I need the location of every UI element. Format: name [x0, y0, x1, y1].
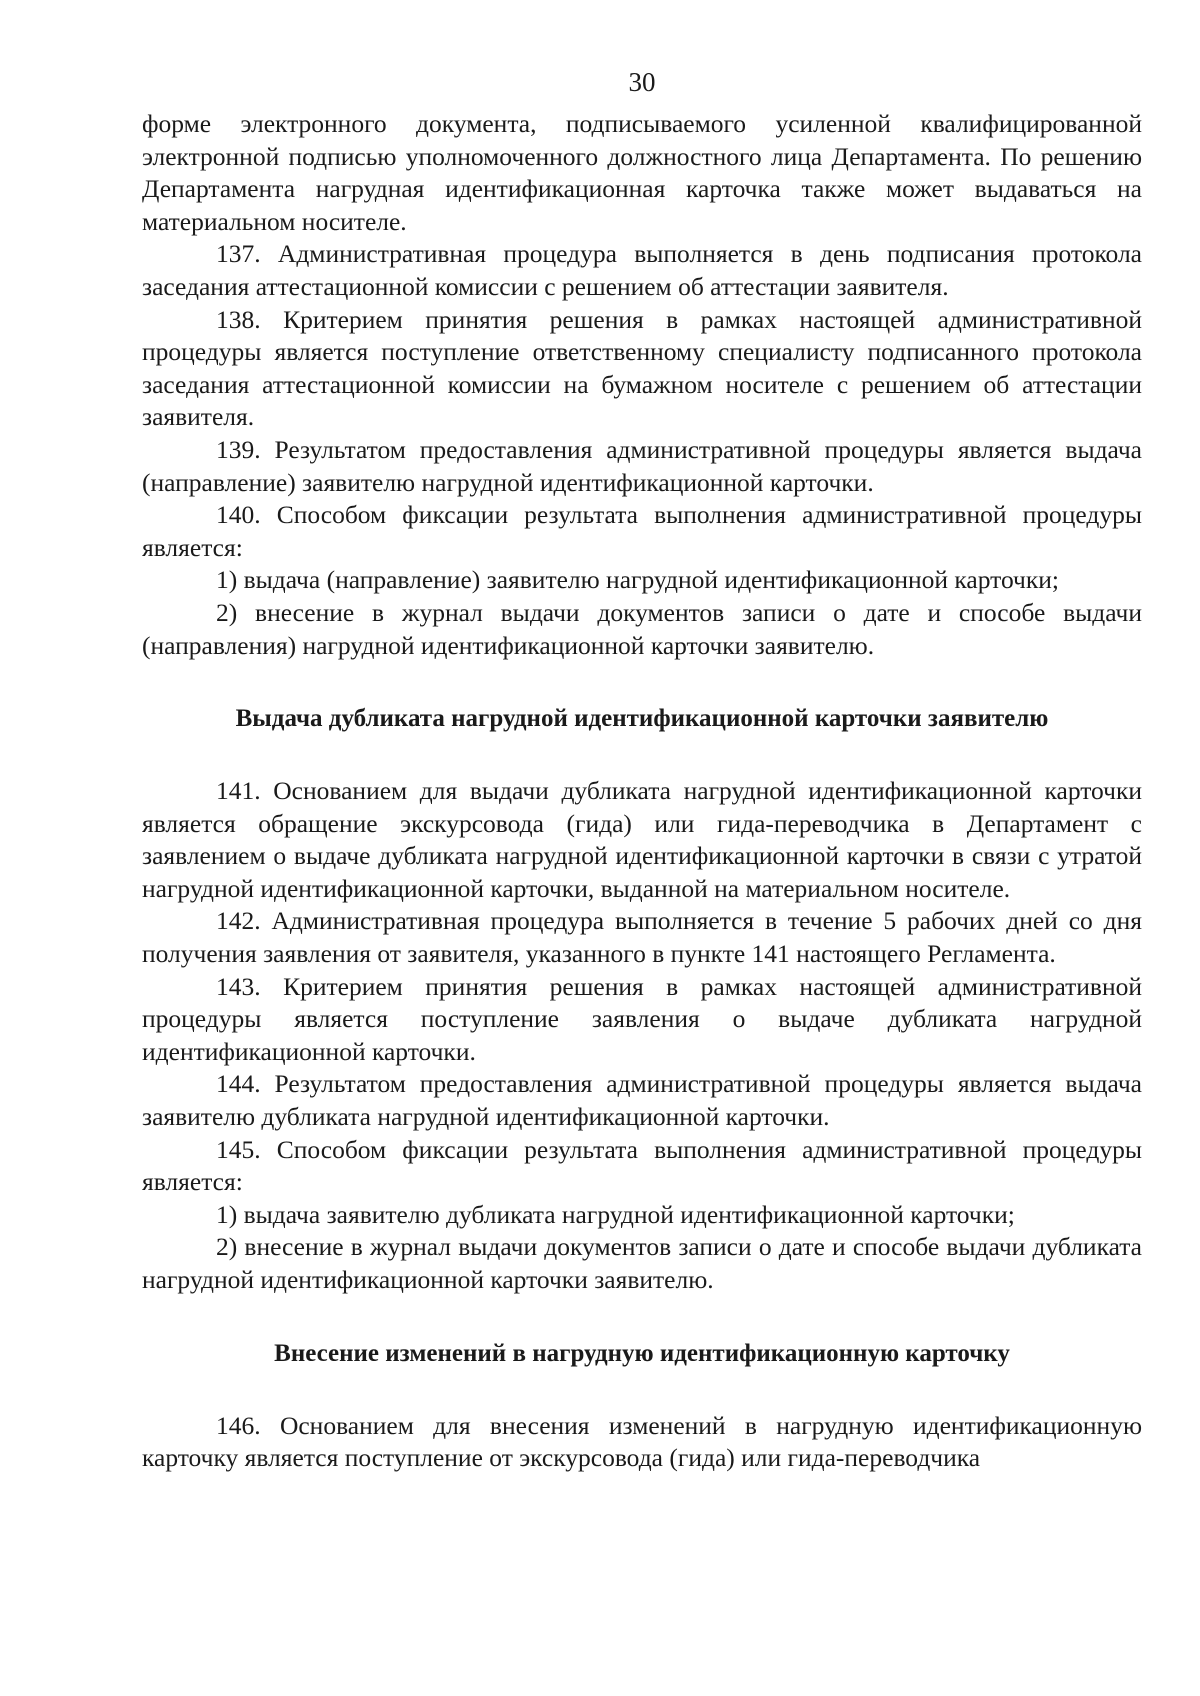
- paragraph-145-item-1: 1) выдача заявителю дубликата нагрудной идентификационной карточки;: [216, 1199, 1015, 1229]
- document-page: [142, 62, 1142, 1672]
- paragraph-145: 145. Способом фиксации результата выполнения административной процедуры является:: [142, 1134, 1142, 1197]
- paragraph-146: 146. Основанием для внесения изменений в нагрудную идентификационную карточку является поступление от экскурсовода (гида) или гида-переводчика: [142, 1410, 1142, 1473]
- paragraph-145-item-2: 2) внесение в журнал выдачи документов записи о дате и способе выдачи дубликата нагрудной идентификационной карточки заявителю.: [142, 1232, 1142, 1294]
- paragraph-140-item-1: 1) выдача (направление) заявителю нагрудной идентификационной карточки;: [216, 565, 1059, 595]
- paragraph-141: 141. Основанием для выдачи дубликата нагрудной идентификационной карточки является обращение экскурсовода (гида) или гида-переводчика в Департамент с заявлением о выдаче дубликата нагрудной идентификационной карточки в связи с утратой нагрудной идентификационной карточки, выданной на материальном носителе.: [142, 776, 1142, 903]
- section-heading-duplicate: Выдача дубликата нагрудной идентификационной карточки заявителю: [235, 705, 1049, 733]
- paragraph-143: 143. Критерием принятия решения в рамках настоящей административной процедуры является поступление заявления о выдаче дубликата нагрудной идентификационной карточки.: [142, 971, 1142, 1066]
- page-number: 30: [628, 67, 656, 97]
- paragraph-140: 140. Способом фиксации результата выполнения административной процедуры является:: [142, 500, 1142, 562]
- paragraph-144: 144. Результатом предоставления административной процедуры является выдача заявителю дубликата нагрудной идентификационной карточки.: [142, 1069, 1142, 1132]
- paragraph-140-item-2: 2) внесение в журнал выдачи документов записи о дате и способе выдачи (направления) нагрудной идентификационной карточки заявителю.: [142, 597, 1142, 660]
- paragraph-138: 138. Критерием принятия решения в рамках настоящей административной процедуры является поступление ответственному специалисту подписанного протокола заседания аттестационной комиссии на бумажном носителе с решением об аттестации заявителя.: [142, 304, 1142, 432]
- paragraph-continuation: форме электронного документа, подписываемого усиленной квалифицированной электронной подписью уполномоченного должностного лица Департамента. По решению Департамента нагрудная идентификационная карточка также может выдаваться на материальном носителе.: [142, 109, 1142, 236]
- paragraph-137: 137. Административная процедура выполняется в день подписания протокола заседания аттестационной комиссии с решением об аттестации заявителя.: [142, 239, 1142, 301]
- paragraph-142: 142. Административная процедура выполняется в течение 5 рабочих дней со дня получения заявления от заявителя, указанного в пункте 141 настоящего Регламента.: [142, 906, 1142, 969]
- paragraph-139: 139. Результатом предоставления административной процедуры является выдача (направление) заявителю нагрудной идентификационной карточки.: [142, 434, 1142, 497]
- section-heading-changes: Внесение изменений в нагрудную идентификационную карточку: [274, 1339, 1010, 1367]
